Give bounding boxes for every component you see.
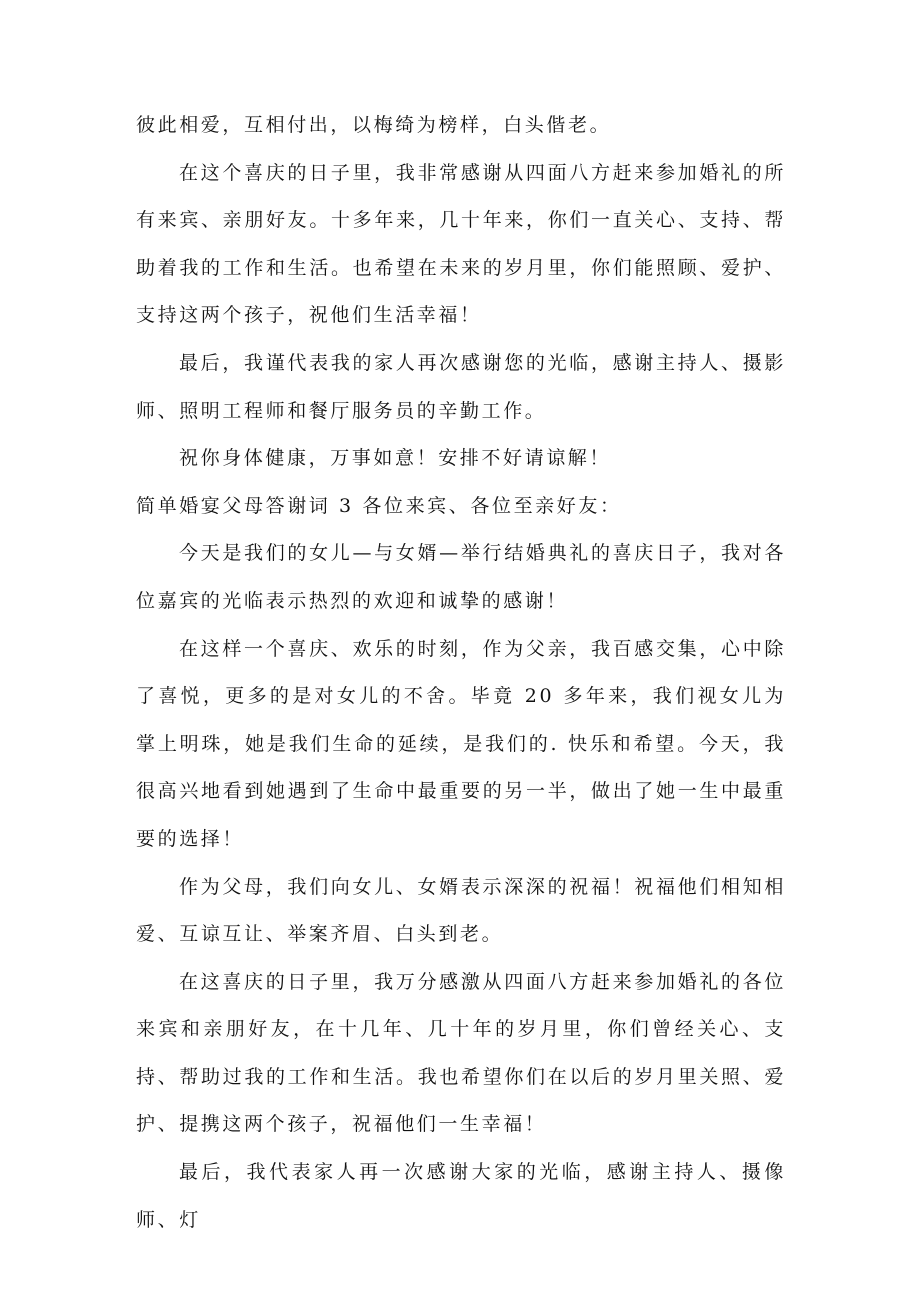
paragraph-3: 最后，我谨代表我的家人再次感谢您的光临，感谢主持人、摄影师、照明工程师和餐厅服务员的辛勤工作。 (136, 351, 786, 422)
paragraph-2: 在这个喜庆的日子里，我非常感谢从四面八方赶来参加婚礼的所有来宾、亲朋好友。十多年来，几十年来，你们一直关心、支持、帮助着我的工作和生活。也希望在未来的岁月里，你们能照顾、爱护、支持这两个孩子，祝他们生活幸福！ (136, 161, 786, 327)
paragraph-8: 作为父母，我们向女儿、女婿表示深深的祝福！祝福他们相知相爱、互谅互让、举案齐眉、白头到老。 (136, 875, 786, 946)
section-heading: 简单婚宴父母答谢词 3 各位来宾、各位至亲好友： (136, 494, 622, 517)
paragraph-9: 在这喜庆的日子里，我万分感激从四面八方赶来参加婚礼的各位来宾和亲朋好友，在十几年、几十年的岁月里，你们曾经关心、支持、帮助过我的工作和生活。我也希望你们在以后的岁月里关照、爱护、提携这两个孩子，祝福他们一生幸福！ (136, 970, 786, 1136)
paragraph-1: 彼此相爱，互相付出，以梅绮为榜样，白头偕老。 (136, 114, 612, 136)
paragraph-10: 最后，我代表家人再一次感谢大家的光临，感谢主持人、摄像师、灯 (136, 1161, 786, 1231)
paragraph-7: 在这样一个喜庆、欢乐的时刻，作为父亲，我百感交集，心中除了喜悦，更多的是对女儿的不舍。毕竟 20 多年来，我们视女儿为掌上明珠，她是我们生命的延续，是我们的. 快乐和希望。今天，我很高兴地看到她遇到了生命中最重要的另一半，做出了她一生中最重要的选择！ (136, 637, 786, 850)
document-body (136, 102, 786, 1244)
paragraph-4: 祝你身体健康，万事如意！安排不好请谅解！ (179, 447, 612, 470)
paragraph-6: 今天是我们的女儿—与女婿—举行结婚典礼的喜庆日子，我对各位嘉宾的光临表示热烈的欢迎和诚挚的感谢！ (136, 542, 786, 612)
